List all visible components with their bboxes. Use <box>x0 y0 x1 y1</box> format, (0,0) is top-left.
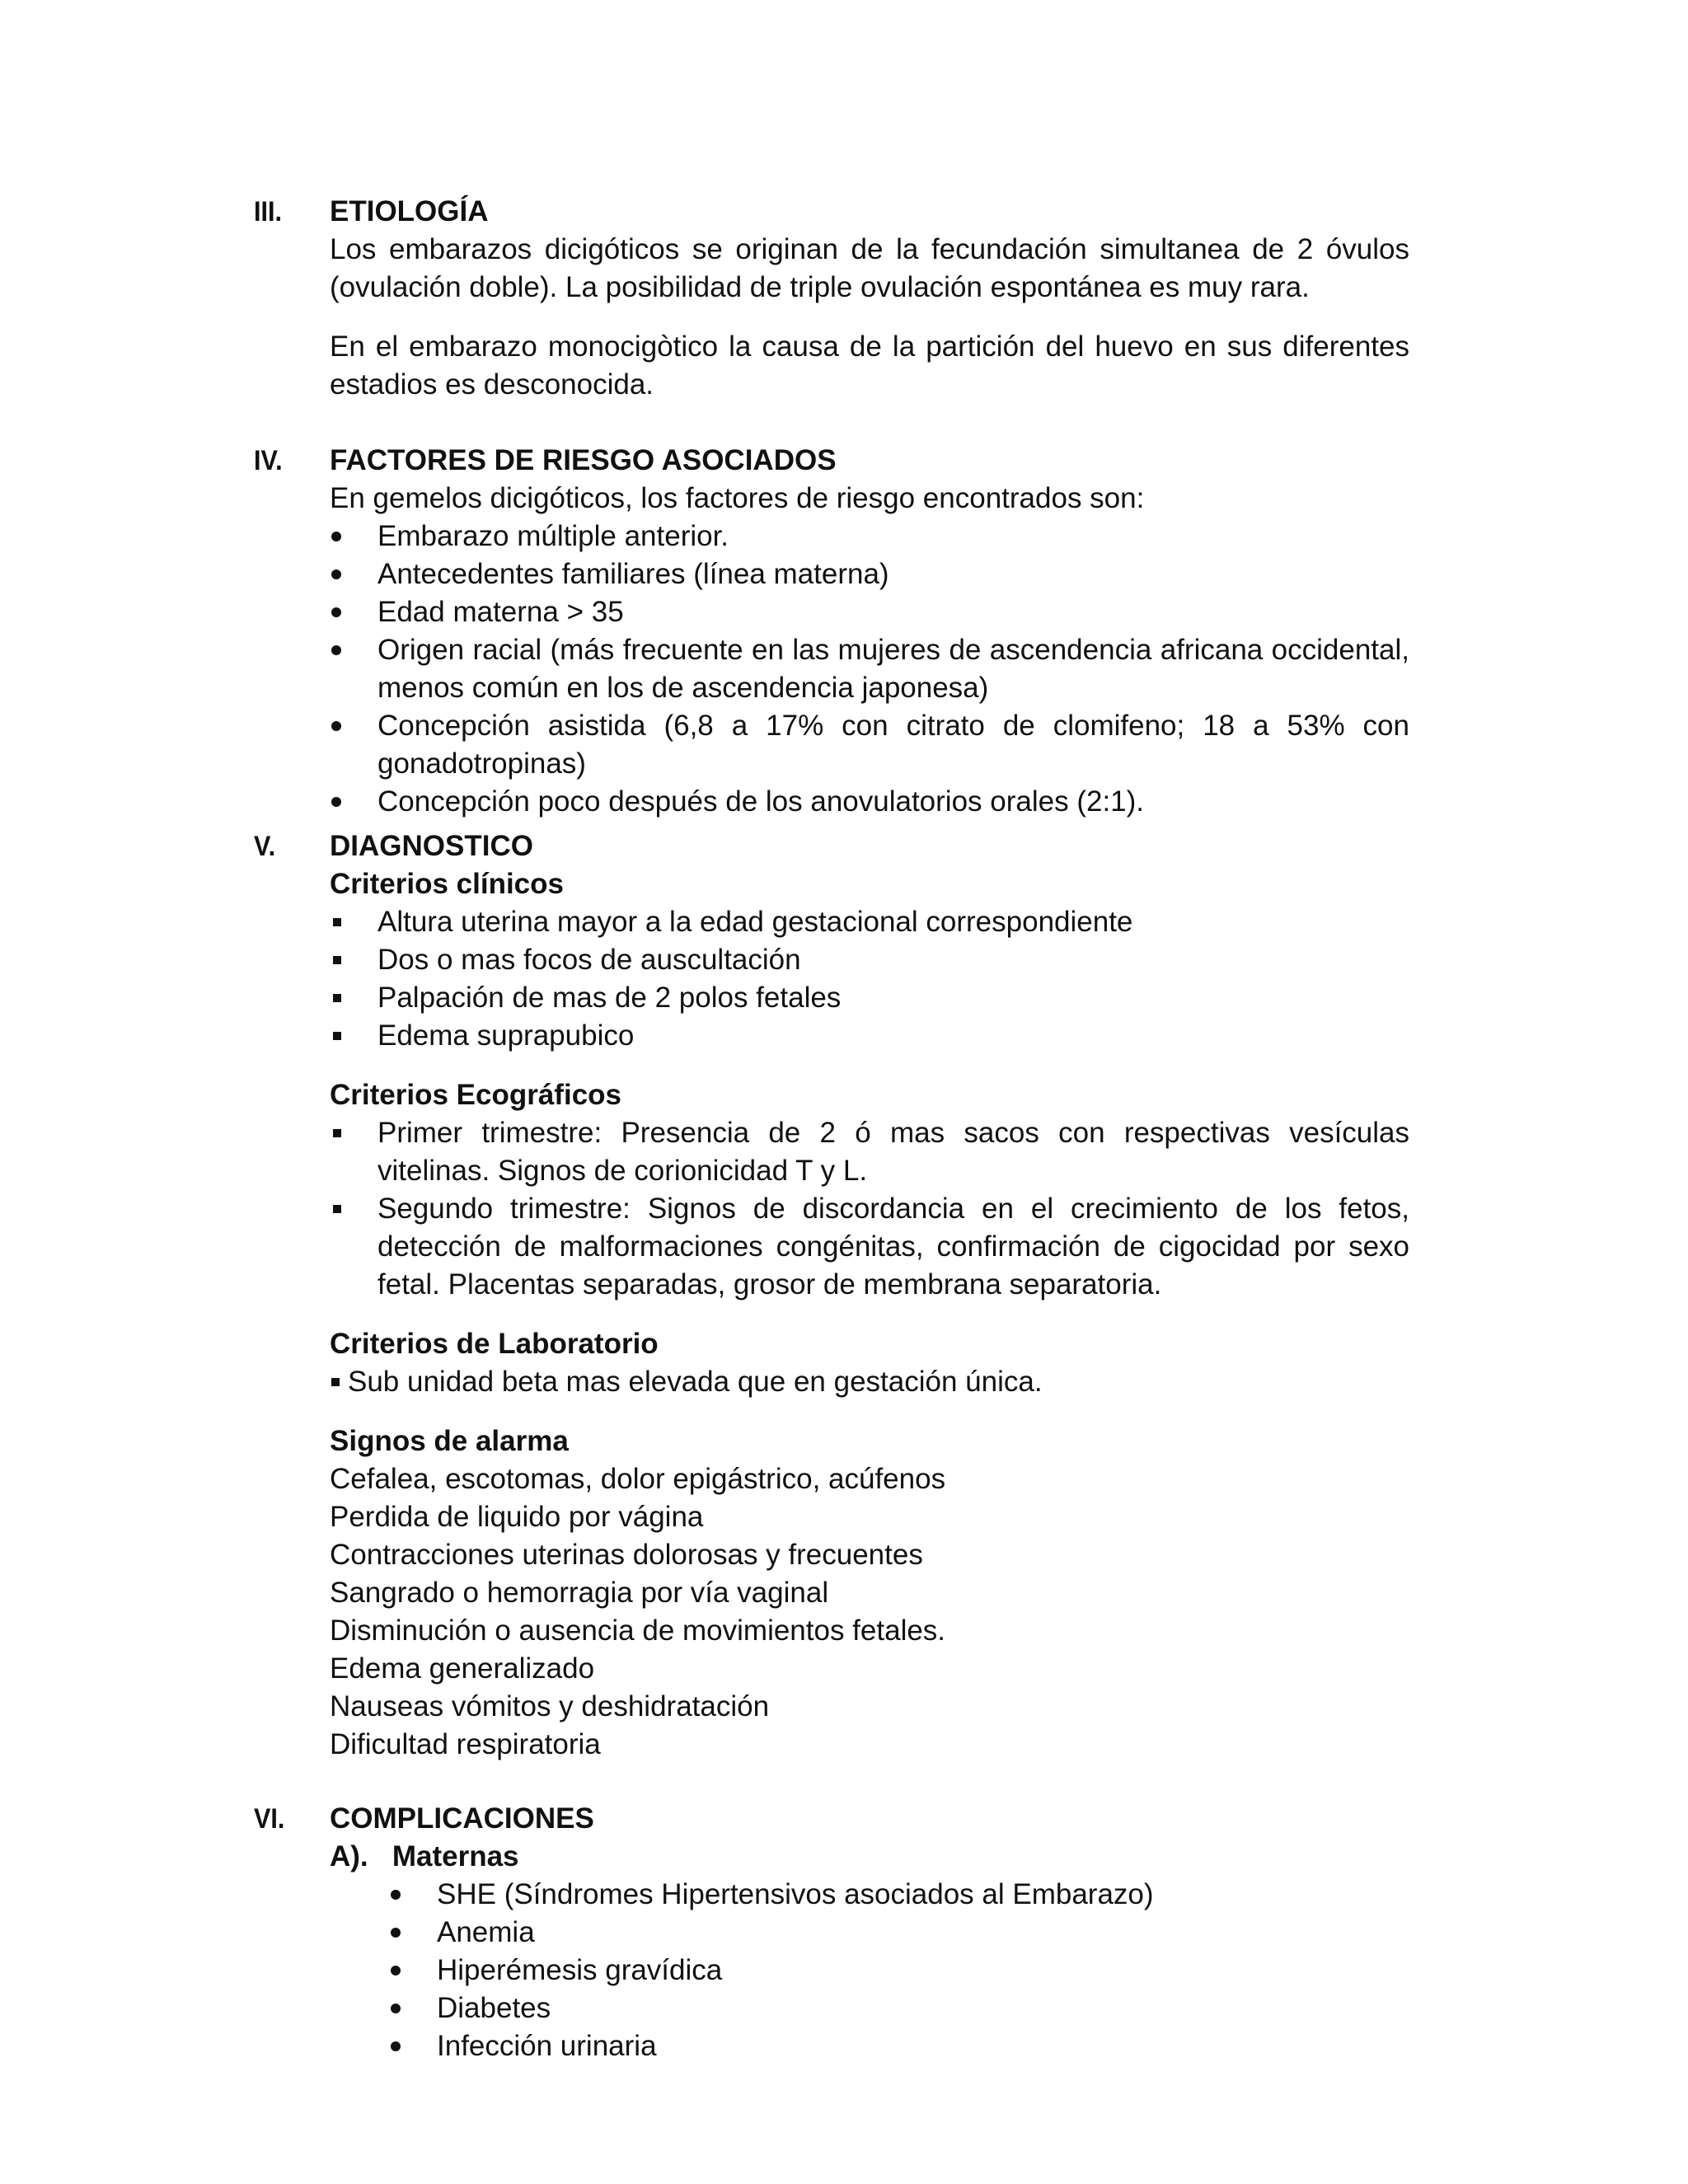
list-item: Edad materna > 35 <box>330 593 1409 631</box>
subsection-title: Signos de alarma <box>330 1425 569 1457</box>
subsection-title: Criterios clínicos <box>330 868 564 900</box>
list-item: Altura uterina mayor a la edad gestacional correspondiente <box>330 903 1409 941</box>
section-title: DIAGNOSTICO <box>330 830 533 862</box>
section-body <box>330 193 1409 404</box>
section-title: COMPLICACIONES <box>330 1802 594 1835</box>
list-item: Primer trimestre: Presencia de 2 ó mas sacos con respectivas vesículas vitelinas. Signos de corionicidad T y L. <box>330 1114 1409 1190</box>
list-item: Concepción poco después de los anovulatorios orales (2:1). <box>330 783 1409 821</box>
alarm-line: Disminución o ausencia de movimientos fetales. <box>330 1615 946 1647</box>
list-item <box>389 1876 1409 1914</box>
subsection-title: Criterios de Laboratorio <box>330 1328 659 1360</box>
list-item-text: Infección urinaria <box>437 2030 657 2062</box>
list-item-text: Hiperémesis gravídica <box>437 1954 723 1986</box>
risk-factor-list <box>330 518 1409 821</box>
section-title: FACTORES DE RIESGO ASOCIADOS <box>330 444 837 476</box>
intro-text: En gemelos dicigóticos, los factores de riesgo encontrados son: <box>330 482 1145 514</box>
section-number: V. <box>254 831 276 862</box>
paragraph: Los embarazos dicigóticos se originan de la fecundación simultanea de 2 óvulos (ovulación doble). La posibilidad de triple ovulación espontánea es muy rara. <box>330 233 1409 303</box>
section-number: III. <box>254 196 283 227</box>
list-item-text: Diabetes <box>437 1992 551 2024</box>
paragraph: En el embarazo monocigòtico la causa de la partición del huevo en sus diferentes estadios es desconocida. <box>330 330 1409 401</box>
bullet-icon <box>389 1952 422 1990</box>
spacer <box>330 1401 1409 1422</box>
bullet-icon <box>389 1876 422 1914</box>
bullet-icon <box>389 1914 422 1952</box>
section-body <box>330 1800 1409 2065</box>
lab-criteria-item: Sub unidad beta mas elevada que en gestación única. <box>330 1363 1409 1401</box>
alarm-signs <box>330 1460 1409 1764</box>
alarm-line: Dificultad respiratoria <box>330 1728 601 1760</box>
alarm-line: Edema generalizado <box>330 1652 595 1685</box>
alarm-line: Perdida de liquido por vágina <box>330 1501 704 1533</box>
list-item: Concepción asistida (6,8 a 17% con citrato de clomifeno; 18 a 53% con gonadotropinas) <box>330 707 1409 783</box>
section-number: VI. <box>254 1803 285 1835</box>
section-title: ETIOLOGÍA <box>330 195 489 227</box>
alarm-line: Contracciones uterinas dolorosas y frecuentes <box>330 1539 923 1571</box>
spacer <box>330 307 1409 328</box>
maternal-heading <box>330 1838 1409 1876</box>
list-item <box>389 1990 1409 2027</box>
spacer <box>330 1304 1409 1325</box>
list-item <box>389 1952 1409 1990</box>
alarm-line: Sangrado o hemorragia por vía vaginal <box>330 1577 829 1609</box>
list-item: Dos o mas focos de auscultación <box>330 941 1409 979</box>
list-item-text: Anemia <box>437 1916 535 1948</box>
alarm-line: Nauseas vómitos y deshidratación <box>330 1690 770 1722</box>
list-item: Embarazo múltiple anterior. <box>330 518 1409 555</box>
list-item: Segundo trimestre: Signos de discordancia en el crecimiento de los fetos, detección de malformaciones congénitas, confirmación de cigocidad por sexo fetal. Placentas separadas, grosor de membrana separatoria. <box>330 1190 1409 1304</box>
list-item <box>389 2027 1409 2065</box>
maternal-complications-list <box>330 1876 1409 2065</box>
ultrasound-criteria-list <box>330 1114 1409 1304</box>
list-item: Edema suprapubico <box>330 1017 1409 1055</box>
list-item: Antecedentes familiares (línea materna) <box>330 555 1409 593</box>
clinical-criteria-list <box>330 903 1409 1055</box>
subsection-title: Criterios Ecográficos <box>330 1079 621 1111</box>
maternal-label: A). <box>330 1840 368 1872</box>
list-item-text: SHE (Síndromes Hipertensivos asociados al Embarazo) <box>437 1878 1154 1910</box>
list-item <box>389 1914 1409 1952</box>
alarm-line: Cefalea, escotomas, dolor epigástrico, acúfenos <box>330 1463 946 1495</box>
section-body <box>330 442 1409 821</box>
list-item: Origen racial (más frecuente en las mujeres de ascendencia africana occidental, menos común en los de ascendencia japonesa) <box>330 631 1409 707</box>
spacer <box>330 1055 1409 1076</box>
bullet-icon <box>389 1990 422 2027</box>
maternal-title: Maternas <box>392 1840 519 1872</box>
section-body <box>330 827 1409 1764</box>
section-number: IV. <box>254 445 283 476</box>
list-item: Palpación de mas de 2 polos fetales <box>330 979 1409 1017</box>
bullet-icon <box>389 2027 422 2065</box>
